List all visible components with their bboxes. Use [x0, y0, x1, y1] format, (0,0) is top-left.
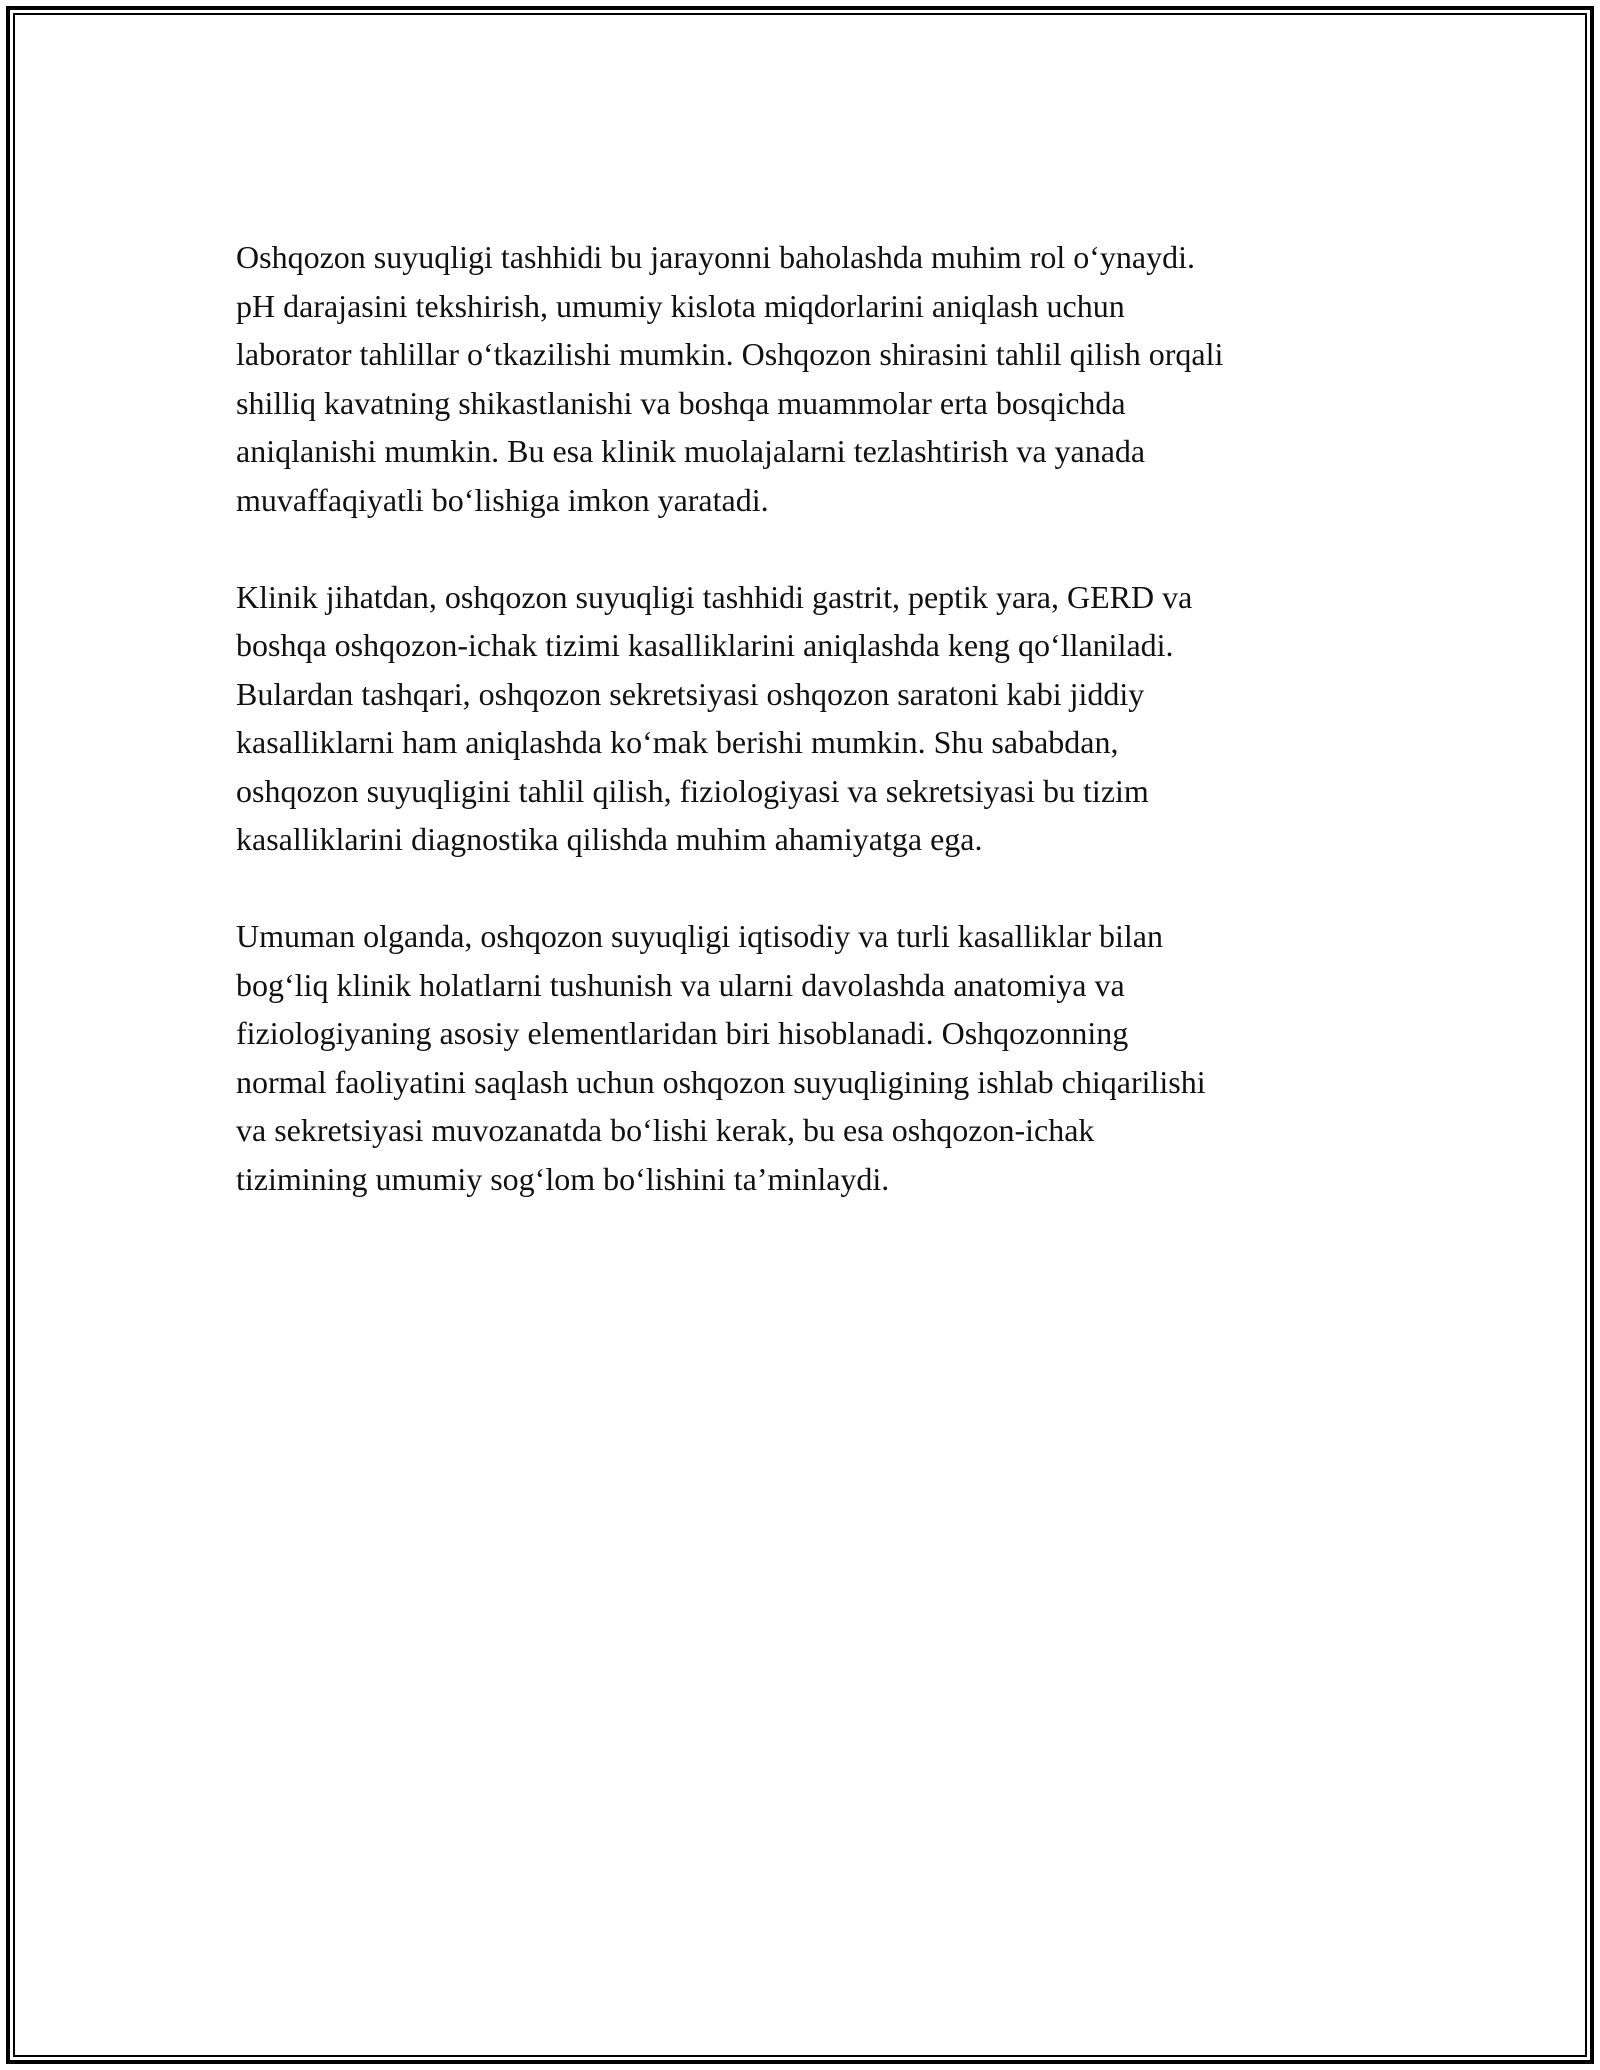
paragraph-3: Umuman olganda, oshqozon suyuqligi iqtisodiy va turli kasalliklar bilan bog‘liq klinik holatlarni tushunish va ularni davolashda anatomiya va fiziologiyaning asosiy elementlaridan biri hisoblanadi. Oshqozonning normal faoliyatini saqlash uchun oshqozon suyuqligining ishlab chiqarilishi va sekretsiyasi muvozanatda bo‘lishi kerak, bu esa oshqozon-ichak tizimining umumiy sog‘lom bo‘lishini ta’minlaydi.: [236, 918, 1206, 1197]
paragraph-1: Oshqozon suyuqligi tashhidi bu jarayonni baholashda muhim rol o‘ynaydi. pH darajasini tekshirish, umumiy kislota miqdorlarini aniqlash uchun laborator tahlillar o‘tkazilishi mumkin. Oshqozon shirasini tahlil qilish orqali shilliq kavatning shikastlanishi va boshqa muammolar erta bosqichda aniqlanishi mumkin. Bu esa klinik muolajalarni tezlashtirish va yanada muvaffaqiyatli bo‘lishiga imkon yaratadi.: [236, 239, 1224, 518]
document-body: [236, 233, 1376, 1252]
paragraph-2: Klinik jihatdan, oshqozon suyuqligi tashhidi gastrit, peptik yara, GERD va boshqa oshqozon-ichak tizimi kasalliklarini aniqlashda keng qo‘llaniladi. Bulardan tashqari, oshqozon sekretsiyasi oshqozon saratoni kabi jiddiy kasalliklarni ham aniqlashda ko‘mak berishi mumkin. Shu sababdan, oshqozon suyuqligini tahlil qilish, fiziologiyasi va sekretsiyasi bu tizim kasalliklarini diagnostika qilishda muhim ahamiyatga ega.: [236, 578, 1193, 857]
